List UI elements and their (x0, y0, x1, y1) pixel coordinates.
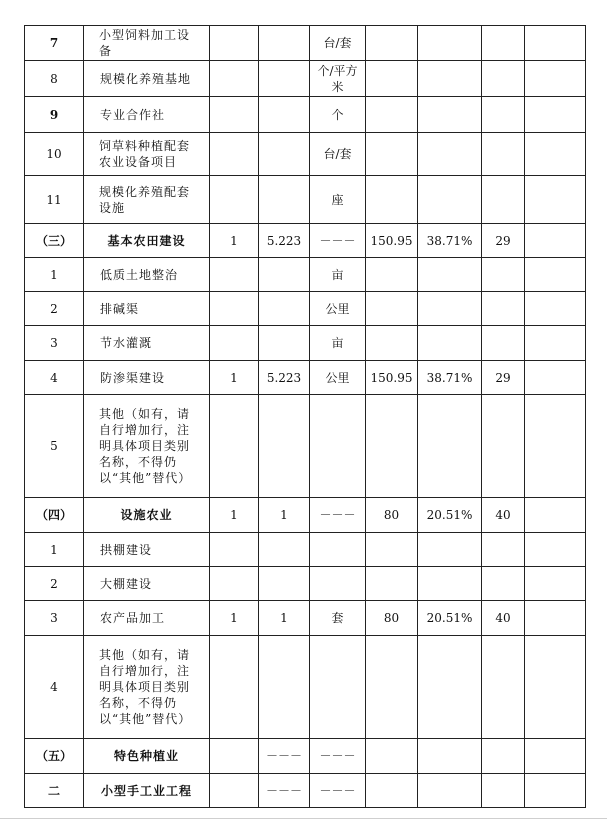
section-number: （四） (25, 498, 84, 533)
cell-col8 (482, 258, 525, 292)
cell-col3 (210, 774, 259, 808)
cell-col8 (482, 133, 525, 176)
cell-col8 (482, 326, 525, 361)
page-bottom-divider (0, 818, 607, 819)
item-name: 大棚建设 (84, 567, 210, 601)
cell-col4 (259, 636, 310, 739)
cell-col3: 1 (210, 498, 259, 533)
cell-col4: 1 (259, 498, 310, 533)
cell-col4 (259, 133, 310, 176)
table-row (25, 395, 586, 498)
item-name: 小型饲料加工设备 (84, 26, 210, 61)
cell-col6 (366, 774, 418, 808)
cell-col6: 150.95 (366, 361, 418, 395)
row-number: 2 (25, 567, 84, 601)
cell-col9 (525, 133, 586, 176)
cell-col4 (259, 26, 310, 61)
cell-col8 (482, 292, 525, 326)
table-row (25, 258, 586, 292)
unit-cell (310, 395, 366, 498)
cell-col9 (525, 567, 586, 601)
table-row (25, 601, 586, 636)
cell-col6 (366, 533, 418, 567)
unit-cell: 亩 (310, 326, 366, 361)
table-row (25, 361, 586, 395)
row-number: 3 (25, 326, 84, 361)
unit-cell: －－－ (310, 739, 366, 774)
unit-cell: 台/套 (310, 26, 366, 61)
cell-col4: －－－ (259, 774, 310, 808)
cell-col7 (418, 774, 482, 808)
table-row (25, 533, 586, 567)
cell-col9 (525, 395, 586, 498)
unit-cell (310, 533, 366, 567)
cell-col8: 29 (482, 224, 525, 258)
cell-col8: 40 (482, 498, 525, 533)
cell-col8 (482, 61, 525, 97)
row-number: 4 (25, 361, 84, 395)
cell-col9 (525, 26, 586, 61)
cell-col7 (418, 292, 482, 326)
row-number: 8 (25, 61, 84, 97)
cell-col6 (366, 133, 418, 176)
table-row (25, 326, 586, 361)
cell-col9 (525, 176, 586, 224)
cell-col8 (482, 636, 525, 739)
cell-col7 (418, 258, 482, 292)
cell-col6 (366, 97, 418, 133)
cell-col4: 5.223 (259, 224, 310, 258)
item-name: 规模化养殖配套设施 (84, 176, 210, 224)
cell-col4 (259, 326, 310, 361)
unit-cell: 座 (310, 176, 366, 224)
cell-col7 (418, 26, 482, 61)
cell-col8: 40 (482, 601, 525, 636)
unit-cell: 个/平方米 (310, 61, 366, 97)
unit-cell: 亩 (310, 258, 366, 292)
section-name: 设施农业 (84, 498, 210, 533)
cell-col7: 20.51% (418, 498, 482, 533)
section-number: （三） (25, 224, 84, 258)
section-number: （五） (25, 739, 84, 774)
item-name: 其他（如有，请自行增加行，注明具体项目类别名称，不得仍以“其他”替代） (84, 395, 210, 498)
project-table (24, 25, 586, 808)
cell-col7 (418, 326, 482, 361)
row-number: 5 (25, 395, 84, 498)
cell-col9 (525, 533, 586, 567)
unit-cell: 个 (310, 97, 366, 133)
cell-col6 (366, 258, 418, 292)
table-row (25, 61, 586, 97)
cell-col6 (366, 26, 418, 61)
cell-col9 (525, 601, 586, 636)
cell-col4 (259, 567, 310, 601)
item-name: 农产品加工 (84, 601, 210, 636)
cell-col7 (418, 395, 482, 498)
unit-cell: －－－ (310, 498, 366, 533)
cell-col4 (259, 61, 310, 97)
cell-col8 (482, 395, 525, 498)
row-number: 4 (25, 636, 84, 739)
cell-col3 (210, 133, 259, 176)
cell-col6 (366, 176, 418, 224)
cell-col7 (418, 176, 482, 224)
unit-cell: 套 (310, 601, 366, 636)
row-number: 1 (25, 258, 84, 292)
cell-col7 (418, 61, 482, 97)
cell-col7 (418, 533, 482, 567)
cell-col6 (366, 567, 418, 601)
item-name: 排碱渠 (84, 292, 210, 326)
cell-col9 (525, 774, 586, 808)
cell-col6 (366, 739, 418, 774)
cell-col8: 29 (482, 361, 525, 395)
cell-col3 (210, 326, 259, 361)
table-row (25, 636, 586, 739)
cell-col7 (418, 636, 482, 739)
cell-col4: 1 (259, 601, 310, 636)
cell-col6 (366, 326, 418, 361)
cell-col7 (418, 97, 482, 133)
cell-col7: 20.51% (418, 601, 482, 636)
row-number: 2 (25, 292, 84, 326)
cell-col9 (525, 61, 586, 97)
cell-col3 (210, 258, 259, 292)
cell-col3 (210, 97, 259, 133)
cell-col9 (525, 326, 586, 361)
cell-col3 (210, 739, 259, 774)
cell-col7: 38.71% (418, 361, 482, 395)
table-row (25, 292, 586, 326)
cell-col8 (482, 774, 525, 808)
unit-cell: －－－ (310, 224, 366, 258)
cell-col3 (210, 636, 259, 739)
table-row (25, 133, 586, 176)
cell-col7: 38.71% (418, 224, 482, 258)
item-name: 专业合作社 (84, 97, 210, 133)
cell-col9 (525, 636, 586, 739)
table-row (25, 176, 586, 224)
cell-col7 (418, 567, 482, 601)
cell-col8 (482, 97, 525, 133)
cell-col6: 150.95 (366, 224, 418, 258)
cell-col4 (259, 258, 310, 292)
cell-col6 (366, 292, 418, 326)
item-name: 防渗渠建设 (84, 361, 210, 395)
section-name: 基本农田建设 (84, 224, 210, 258)
section-number: 二 (25, 774, 84, 808)
row-number: 10 (25, 133, 84, 176)
item-name: 低质土地整治 (84, 258, 210, 292)
cell-col3 (210, 61, 259, 97)
cell-col4 (259, 395, 310, 498)
cell-col4 (259, 97, 310, 133)
cell-col8 (482, 739, 525, 774)
table-row (25, 224, 586, 258)
cell-col7 (418, 133, 482, 176)
cell-col3 (210, 26, 259, 61)
unit-cell: －－－ (310, 774, 366, 808)
cell-col6: 80 (366, 601, 418, 636)
cell-col3 (210, 567, 259, 601)
cell-col4: －－－ (259, 739, 310, 774)
cell-col3 (210, 292, 259, 326)
row-number: 1 (25, 533, 84, 567)
table-row (25, 774, 586, 808)
section-name: 小型手工业工程 (84, 774, 210, 808)
section-name: 特色种植业 (84, 739, 210, 774)
cell-col6 (366, 636, 418, 739)
cell-col9 (525, 224, 586, 258)
cell-col3 (210, 176, 259, 224)
cell-col8 (482, 176, 525, 224)
cell-col3: 1 (210, 361, 259, 395)
item-name: 其他（如有，请自行增加行，注明具体项目类别名称，不得仍以“其他”替代） (84, 636, 210, 739)
row-number: 9 (25, 97, 84, 133)
unit-cell (310, 636, 366, 739)
cell-col8 (482, 533, 525, 567)
item-name: 规模化养殖基地 (84, 61, 210, 97)
cell-col3 (210, 533, 259, 567)
row-number: 3 (25, 601, 84, 636)
item-name: 拱棚建设 (84, 533, 210, 567)
cell-col4 (259, 533, 310, 567)
table-row (25, 567, 586, 601)
cell-col8 (482, 567, 525, 601)
unit-cell: 公里 (310, 361, 366, 395)
cell-col9 (525, 292, 586, 326)
cell-col9 (525, 97, 586, 133)
cell-col9 (525, 361, 586, 395)
row-number: 11 (25, 176, 84, 224)
cell-col9 (525, 739, 586, 774)
row-number: 7 (25, 26, 84, 61)
table-row (25, 26, 586, 61)
cell-col6: 80 (366, 498, 418, 533)
cell-col8 (482, 26, 525, 61)
unit-cell: 公里 (310, 292, 366, 326)
cell-col9 (525, 258, 586, 292)
table-row (25, 498, 586, 533)
cell-col4 (259, 176, 310, 224)
cell-col9 (525, 498, 586, 533)
cell-col4: 5.223 (259, 361, 310, 395)
cell-col3 (210, 395, 259, 498)
cell-col7 (418, 739, 482, 774)
table-row (25, 739, 586, 774)
cell-col3: 1 (210, 224, 259, 258)
cell-col6 (366, 395, 418, 498)
cell-col4 (259, 292, 310, 326)
cell-col3: 1 (210, 601, 259, 636)
item-name: 饲草料种植配套农业设备项目 (84, 133, 210, 176)
unit-cell (310, 567, 366, 601)
cell-col6 (366, 61, 418, 97)
item-name: 节水灌溉 (84, 326, 210, 361)
table-row (25, 97, 586, 133)
unit-cell: 台/套 (310, 133, 366, 176)
